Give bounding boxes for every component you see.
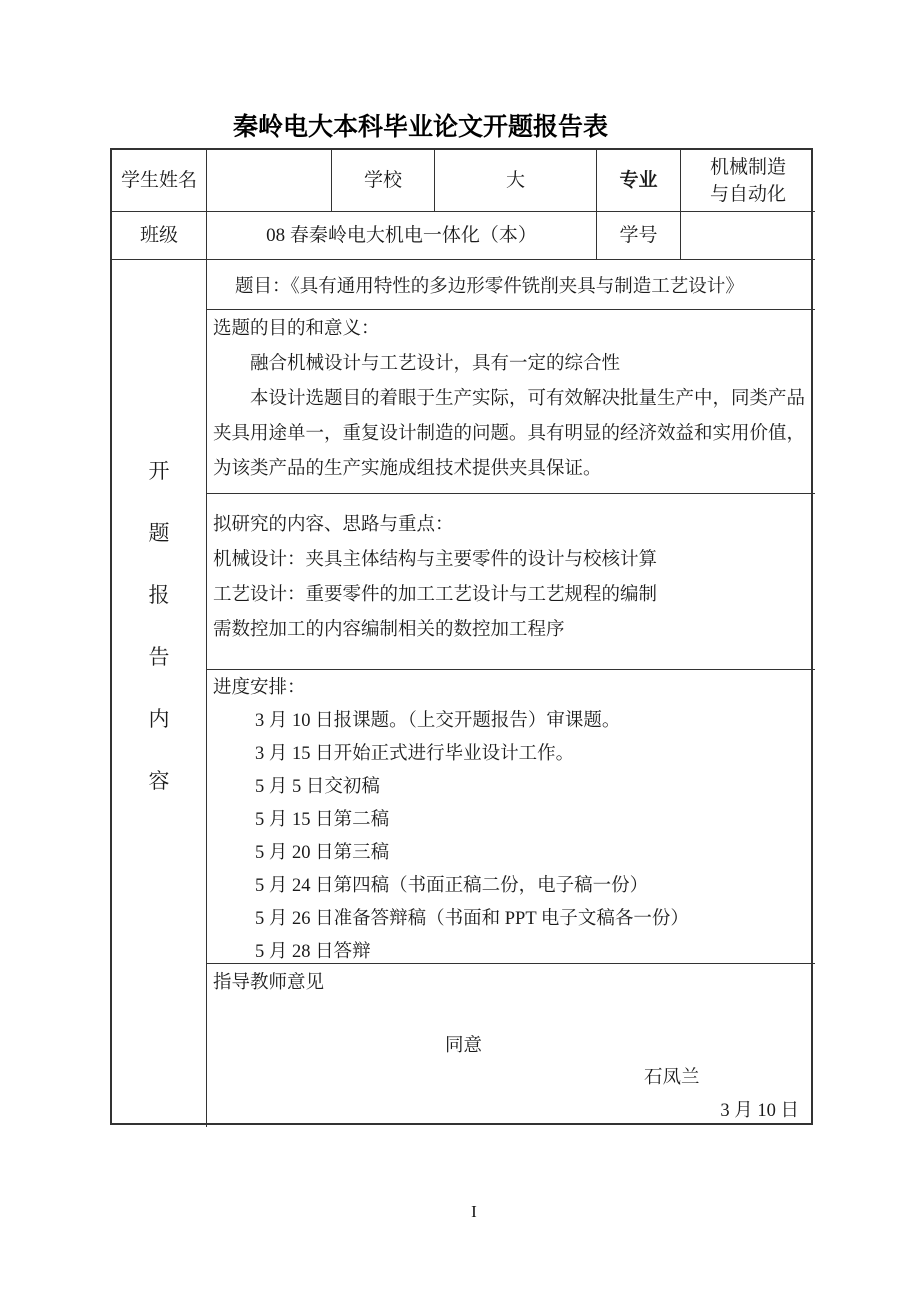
side-label-char: 内 [148, 707, 170, 731]
major-label: 专业 [597, 150, 681, 212]
class-label: 班级 [112, 212, 207, 260]
student-name-value [207, 150, 332, 212]
side-label-char: 报 [148, 583, 170, 607]
schedule-heading: 进度安排： [213, 678, 306, 698]
advisor-decision: 同意 [445, 1036, 483, 1056]
side-label-char: 容 [148, 769, 170, 793]
research-line: 需数控加工的内容编制相关的数控加工程序 [213, 620, 565, 640]
schedule-item: 3 月 15 日开始正式进行毕业设计工作。 [255, 744, 575, 764]
schedule-item: 5 月 26 日准备答辩稿（书面和 PPT 电子文稿各一份） [255, 909, 689, 929]
advisor-signature: 石凤兰 [644, 1068, 700, 1088]
student-id-label: 学号 [597, 212, 681, 260]
purpose-line: 本设计选题目的着眼于生产实际，可有效解决批量生产中，同类产品 [250, 389, 806, 409]
purpose-line: 为该类产品的生产实施成组技术提供夹具保证。 [213, 459, 602, 479]
page-number: I [471, 1202, 477, 1221]
purpose-line: 夹具用途单一，重复设计制造的问题。具有明显的经济效益和实用价值， [213, 424, 806, 444]
advisor-date: 3 月 10 日 [720, 1101, 799, 1121]
student-id-value [681, 212, 815, 260]
side-label-char: 开 [148, 459, 170, 483]
school-value: 大 [435, 150, 597, 212]
major-value-line2: 与自动化 [709, 183, 786, 205]
report-table [110, 148, 813, 1125]
schedule-section [207, 670, 815, 964]
purpose-heading: 选题的目的和意义： [213, 319, 380, 339]
report-content-side-label [112, 260, 207, 1127]
side-label-char: 题 [148, 521, 170, 545]
advisor-section [207, 964, 815, 1127]
topic-row [207, 260, 815, 310]
schedule-item: 3 月 10 日报课题。（上交开题报告）审课题。 [255, 711, 621, 731]
schedule-item: 5 月 28 日答辩 [255, 942, 371, 962]
schedule-item: 5 月 24 日第四稿（书面正稿二份，电子稿一份） [255, 876, 649, 896]
major-value-line1: 机械制造 [709, 156, 786, 178]
class-value: 08 春秦岭电大机电一体化（本） [207, 212, 597, 260]
research-heading: 拟研究的内容、思路与重点： [213, 515, 454, 535]
schedule-item: 5 月 20 日第三稿 [255, 843, 390, 863]
student-name-label: 学生姓名 [112, 150, 207, 212]
schedule-item: 5 月 5 日交初稿 [255, 777, 380, 797]
schedule-item: 5 月 15 日第二稿 [255, 810, 390, 830]
research-section [207, 494, 815, 670]
purpose-line: 融合机械设计与工艺设计，具有一定的综合性 [250, 354, 621, 374]
research-line: 机械设计：夹具主体结构与主要零件的设计与校核计算 [213, 550, 658, 570]
major-value [681, 150, 815, 212]
page-title: 秦岭电大本科毕业论文开题报告表 [233, 113, 609, 141]
advisor-heading: 指导教师意见 [213, 973, 325, 993]
purpose-section [207, 310, 815, 494]
side-label-char: 告 [148, 645, 170, 669]
research-line: 工艺设计：重要零件的加工工艺设计与工艺规程的编制 [213, 585, 658, 605]
topic-text: 题目：《具有通用特性的多边形零件铣削夹具与制造工艺设计》 [235, 276, 744, 297]
school-label: 学校 [332, 150, 435, 212]
